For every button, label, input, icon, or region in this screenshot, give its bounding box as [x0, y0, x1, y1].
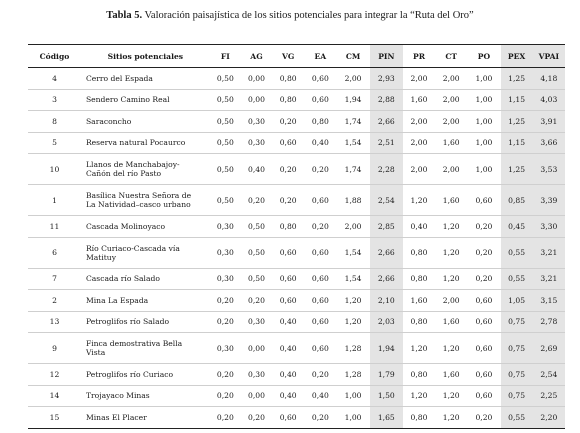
table-row	[28, 185, 565, 216]
value-cell: 1,25	[501, 154, 533, 185]
value-cell: 1,65	[370, 407, 403, 429]
value-cell: 2,00	[336, 68, 369, 90]
value-cell: 1,20	[336, 311, 369, 333]
value-cell: 1,54	[336, 268, 369, 290]
value-cell: 0,80	[403, 268, 435, 290]
table-row	[28, 364, 565, 386]
value-cell: 1,74	[336, 111, 369, 133]
value-cell: 0,45	[501, 216, 533, 238]
value-cell: 2,69	[533, 333, 565, 364]
value-cell: 0,60	[467, 185, 500, 216]
code-cell: 13	[28, 311, 81, 333]
value-cell: 0,20	[210, 407, 241, 429]
code-cell: 15	[28, 407, 81, 429]
value-cell: 0,20	[210, 311, 241, 333]
value-cell: 0,60	[304, 290, 336, 312]
code-cell: 7	[28, 268, 81, 290]
value-cell: 4,18	[533, 68, 565, 90]
table-row	[28, 216, 565, 238]
table-row	[28, 89, 565, 111]
col-header-sitios: Sitios potenciales	[81, 45, 210, 68]
value-cell: 2,25	[533, 385, 565, 407]
table-caption	[0, 10, 580, 21]
value-cell: 0,30	[210, 333, 241, 364]
value-cell: 0,50	[241, 237, 272, 268]
value-cell: 0,50	[210, 89, 241, 111]
value-cell: 1,15	[501, 89, 533, 111]
value-cell: 0,40	[304, 385, 336, 407]
value-cell: 0,30	[241, 111, 272, 133]
code-cell: 12	[28, 364, 81, 386]
value-cell: 3,30	[533, 216, 565, 238]
value-cell: 2,00	[435, 154, 467, 185]
value-cell: 2,00	[435, 89, 467, 111]
table-row	[28, 385, 565, 407]
value-cell: 0,60	[272, 407, 304, 429]
value-cell: 2,28	[370, 154, 403, 185]
site-name-cell: Mina La Espada	[81, 290, 210, 312]
value-cell: 0,85	[501, 185, 533, 216]
value-cell: 0,20	[467, 268, 500, 290]
value-cell: 1,20	[435, 407, 467, 429]
value-cell: 0,60	[272, 268, 304, 290]
value-cell: 2,78	[533, 311, 565, 333]
table-row	[28, 268, 565, 290]
value-cell: 0,50	[210, 185, 241, 216]
value-cell: 0,20	[241, 407, 272, 429]
table-row	[28, 311, 565, 333]
value-cell: 0,60	[304, 237, 336, 268]
site-name-cell: Trojayaco Minas	[81, 385, 210, 407]
table-row	[28, 154, 565, 185]
value-cell: 0,50	[241, 216, 272, 238]
code-cell: 1	[28, 185, 81, 216]
site-name-cell: Finca demostrativa Bella Vista	[81, 333, 210, 364]
value-cell: 1,00	[467, 132, 500, 154]
value-cell: 2,00	[435, 68, 467, 90]
site-name-cell: Cascada río Salado	[81, 268, 210, 290]
value-cell: 0,40	[403, 216, 435, 238]
value-cell: 0,30	[210, 268, 241, 290]
value-cell: 1,20	[403, 333, 435, 364]
value-cell: 0,50	[210, 68, 241, 90]
value-cell: 0,00	[241, 89, 272, 111]
value-cell: 0,60	[304, 68, 336, 90]
value-cell: 1,00	[467, 154, 500, 185]
value-cell: 0,20	[467, 216, 500, 238]
value-cell: 1,00	[467, 111, 500, 133]
caption-text: Valoración paisajística de los sitios potenciales para integrar la “Ruta del Oro”	[144, 10, 474, 21]
value-cell: 2,20	[533, 407, 565, 429]
value-cell: 1,00	[336, 407, 369, 429]
value-cell: 0,20	[467, 407, 500, 429]
table-row	[28, 290, 565, 312]
value-cell: 0,20	[210, 290, 241, 312]
value-cell: 1,54	[336, 237, 369, 268]
value-cell: 1,20	[403, 185, 435, 216]
value-cell: 0,80	[304, 111, 336, 133]
value-cell: 0,40	[272, 311, 304, 333]
valoracion-table	[28, 44, 565, 429]
value-cell: 2,00	[403, 111, 435, 133]
value-cell: 3,66	[533, 132, 565, 154]
value-cell: 0,80	[403, 311, 435, 333]
site-name-cell: Sendero Camino Real	[81, 89, 210, 111]
site-name-cell: Petroglifos río Curiaco	[81, 364, 210, 386]
value-cell: 0,50	[210, 154, 241, 185]
site-name-cell: Minas El Placer	[81, 407, 210, 429]
value-cell: 1,60	[435, 364, 467, 386]
value-cell: 0,20	[304, 216, 336, 238]
site-name-cell: Río Curiaco-Cascada vía Matituy	[81, 237, 210, 268]
value-cell: 0,80	[403, 364, 435, 386]
value-cell: 2,54	[370, 185, 403, 216]
value-cell: 1,94	[370, 333, 403, 364]
value-cell: 0,20	[241, 290, 272, 312]
value-cell: 0,80	[403, 407, 435, 429]
site-name-cell: Petroglifos río Salado	[81, 311, 210, 333]
value-cell: 0,80	[403, 237, 435, 268]
value-cell: 0,80	[272, 216, 304, 238]
value-cell: 1,20	[403, 385, 435, 407]
value-cell: 0,75	[501, 385, 533, 407]
value-cell: 3,91	[533, 111, 565, 133]
value-cell: 0,20	[241, 185, 272, 216]
value-cell: 0,60	[467, 364, 500, 386]
value-cell: 1,00	[467, 68, 500, 90]
value-cell: 2,00	[336, 216, 369, 238]
col-header-pex: PEX	[501, 45, 533, 68]
code-cell: 5	[28, 132, 81, 154]
value-cell: 2,00	[435, 111, 467, 133]
header-row	[28, 45, 565, 68]
code-cell: 4	[28, 68, 81, 90]
value-cell: 1,28	[336, 364, 369, 386]
value-cell: 0,20	[272, 154, 304, 185]
value-cell: 3,15	[533, 290, 565, 312]
value-cell: 0,00	[241, 333, 272, 364]
value-cell: 0,55	[501, 237, 533, 268]
value-cell: 1,60	[403, 89, 435, 111]
value-cell: 1,20	[336, 290, 369, 312]
value-cell: 0,50	[210, 111, 241, 133]
table-row	[28, 333, 565, 364]
site-name-cell: Cascada Molinoyaco	[81, 216, 210, 238]
value-cell: 0,60	[304, 311, 336, 333]
value-cell: 1,54	[336, 132, 369, 154]
site-name-cell: Llanos de Manchabajoy- Cañón del río Pasto	[81, 154, 210, 185]
value-cell: 0,20	[304, 154, 336, 185]
table-row	[28, 407, 565, 429]
value-cell: 0,50	[241, 268, 272, 290]
col-header-ea: EA	[304, 45, 336, 68]
code-cell: 14	[28, 385, 81, 407]
value-cell: 0,30	[210, 216, 241, 238]
value-cell: 2,00	[403, 132, 435, 154]
value-cell: 0,60	[467, 311, 500, 333]
value-cell: 0,20	[304, 364, 336, 386]
value-cell: 0,40	[272, 364, 304, 386]
site-name-cell: Basílica Nuestra Señora de La Natividad–casco urbano	[81, 185, 210, 216]
value-cell: 0,60	[304, 185, 336, 216]
value-cell: 0,60	[272, 290, 304, 312]
col-header-pin: PIN	[370, 45, 403, 68]
value-cell: 4,03	[533, 89, 565, 111]
site-name-cell: Cerro del Espada	[81, 68, 210, 90]
table-row	[28, 111, 565, 133]
value-cell: 0,75	[501, 311, 533, 333]
value-cell: 0,60	[467, 290, 500, 312]
value-cell: 2,00	[403, 68, 435, 90]
value-cell: 0,00	[241, 68, 272, 90]
value-cell: 3,39	[533, 185, 565, 216]
value-cell: 0,40	[272, 333, 304, 364]
value-cell: 0,00	[241, 385, 272, 407]
value-cell: 1,00	[467, 89, 500, 111]
table-row	[28, 68, 565, 90]
value-cell: 2,51	[370, 132, 403, 154]
value-cell: 0,20	[304, 407, 336, 429]
value-cell: 1,60	[435, 185, 467, 216]
value-cell: 0,20	[210, 385, 241, 407]
value-cell: 1,94	[336, 89, 369, 111]
value-cell: 0,20	[467, 237, 500, 268]
value-cell: 1,20	[435, 268, 467, 290]
value-cell: 1,88	[336, 185, 369, 216]
value-cell: 0,20	[210, 364, 241, 386]
col-header-po: PO	[467, 45, 500, 68]
value-cell: 0,60	[304, 268, 336, 290]
value-cell: 2,10	[370, 290, 403, 312]
col-header-codigo: Código	[28, 45, 81, 68]
value-cell: 1,28	[336, 333, 369, 364]
value-cell: 1,20	[435, 216, 467, 238]
value-cell: 0,40	[304, 132, 336, 154]
value-cell: 1,05	[501, 290, 533, 312]
value-cell: 0,55	[501, 407, 533, 429]
value-cell: 2,93	[370, 68, 403, 90]
code-cell: 8	[28, 111, 81, 133]
value-cell: 2,03	[370, 311, 403, 333]
site-name-cell: Saraconcho	[81, 111, 210, 133]
value-cell: 2,66	[370, 237, 403, 268]
col-header-fi: FI	[210, 45, 241, 68]
code-cell: 10	[28, 154, 81, 185]
value-cell: 0,30	[210, 237, 241, 268]
code-cell: 2	[28, 290, 81, 312]
value-cell: 0,30	[241, 132, 272, 154]
value-cell: 1,20	[435, 237, 467, 268]
table-row	[28, 237, 565, 268]
value-cell: 2,54	[533, 364, 565, 386]
value-cell: 1,25	[501, 111, 533, 133]
value-cell: 0,30	[241, 364, 272, 386]
col-header-vpai: VPAI	[533, 45, 565, 68]
code-cell: 11	[28, 216, 81, 238]
col-header-pr: PR	[403, 45, 435, 68]
site-name-cell: Reserva natural Pocaurco	[81, 132, 210, 154]
value-cell: 1,15	[501, 132, 533, 154]
value-cell: 0,50	[210, 132, 241, 154]
value-cell: 2,85	[370, 216, 403, 238]
value-cell: 0,80	[272, 68, 304, 90]
table-body	[28, 68, 565, 429]
code-cell: 3	[28, 89, 81, 111]
value-cell: 0,30	[241, 311, 272, 333]
value-cell: 0,55	[501, 268, 533, 290]
value-cell: 1,20	[435, 333, 467, 364]
value-cell: 1,50	[370, 385, 403, 407]
caption-label: Tabla 5.	[106, 10, 143, 21]
value-cell: 1,79	[370, 364, 403, 386]
value-cell: 1,60	[435, 132, 467, 154]
value-cell: 0,40	[272, 385, 304, 407]
value-cell: 1,60	[435, 311, 467, 333]
value-cell: 0,40	[241, 154, 272, 185]
value-cell: 2,00	[403, 154, 435, 185]
value-cell: 3,21	[533, 237, 565, 268]
value-cell: 1,20	[435, 385, 467, 407]
value-cell: 2,88	[370, 89, 403, 111]
code-cell: 6	[28, 237, 81, 268]
col-header-vg: VG	[272, 45, 304, 68]
value-cell: 0,80	[272, 89, 304, 111]
value-cell: 0,20	[272, 185, 304, 216]
value-cell: 0,60	[272, 237, 304, 268]
value-cell: 0,60	[304, 89, 336, 111]
value-cell: 2,66	[370, 268, 403, 290]
value-cell: 3,53	[533, 154, 565, 185]
value-cell: 0,60	[467, 385, 500, 407]
value-cell: 0,20	[272, 111, 304, 133]
value-cell: 1,25	[501, 68, 533, 90]
value-cell: 0,60	[304, 333, 336, 364]
value-cell: 0,75	[501, 364, 533, 386]
value-cell: 1,60	[403, 290, 435, 312]
value-cell: 0,60	[467, 333, 500, 364]
value-cell: 3,21	[533, 268, 565, 290]
code-cell: 9	[28, 333, 81, 364]
table-row	[28, 132, 565, 154]
value-cell: 2,00	[435, 290, 467, 312]
value-cell: 0,75	[501, 333, 533, 364]
value-cell: 0,60	[272, 132, 304, 154]
col-header-cm: CM	[336, 45, 369, 68]
value-cell: 1,00	[336, 385, 369, 407]
col-header-ct: CT	[435, 45, 467, 68]
col-header-ag: AG	[241, 45, 272, 68]
value-cell: 1,74	[336, 154, 369, 185]
value-cell: 2,66	[370, 111, 403, 133]
